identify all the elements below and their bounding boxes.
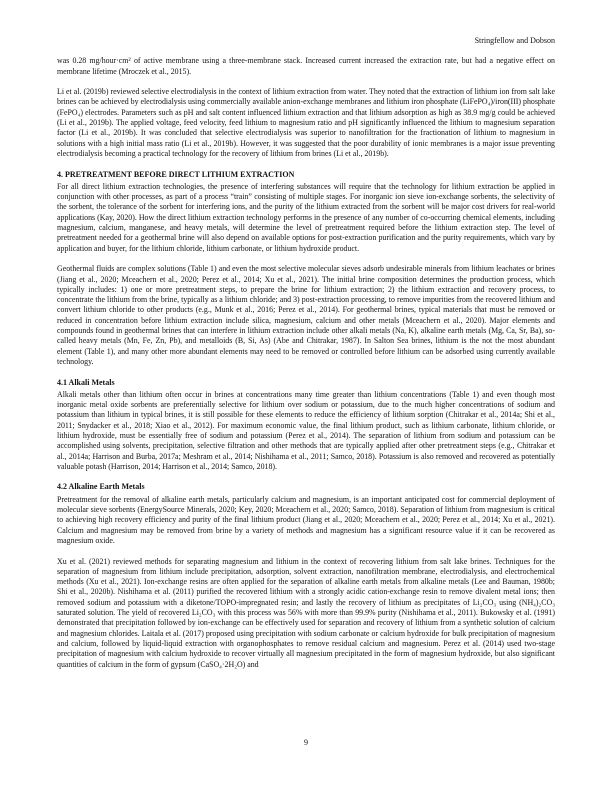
- paragraph-magnesium-separation: Xu et al. (2021) reviewed methods for separating magnesium and lithium in the context of recovering lithium from salt lake brines. Techniques for the separation of magnesium from lithium include precipitation, adsorption, solvent extraction, nanofiltration membrane, electrodialysis, and electrochemical methods (Xu et al., 2021). Ion-exchange resins are often applied for the separation of alkaline earth metals from alkaline metals (Lee and Bauman, 1980b; Shi et al., 2020b). Nishihama et al. (2011) purified the recovered lithium with a strongly acidic cation-exchange resin to remove divalent metal ions; then removed sodium and potassium with a diketone/TOPO-impregnated resin; and lastly the recovery of lithium as precipitates of Li₂CO₃ using (NH₄)₂CO₃ saturated solution. The yield of recovered Li₂CO₃ with this process was 56% with more than 99.9% purity (Nishihama et al., 2011). Bukowsky et al. (1991) demonstrated that precipitation followed by ion-exchange can be effectively used for separation and recovery of lithium from a synthetic solution of calcium and magnesium chlorides. Laitala et al. (2017) proposed using precipitation with sodium carbonate or calcium hydroxide for bulk precipitation of magnesium and calcium, followed by liquid-liquid extraction with organophosphates to remove residual calcium and magnesium. Perez et al. (2014) used two-stage precipitation of magnesium with calcium hydroxide to recover virtually all magnesium precipitated in the form of magnesium hydroxide, but also significant quantities of calcium in the form of gypsum (CaSO₄·2H₂O) and: [57, 556, 555, 669]
- section-heading-alkaline-earth-metals: 4.2 Alkaline Earth Metals: [57, 482, 145, 492]
- paragraph-selective-electrodialysis: Li et al. (2019b) reviewed selective electrodialysis in the context of lithium extraction from water. They noted that the extraction of lithium ion from salt lake brines can be achieved by electrodialysis using commercially available anion-exchange membranes and lithium iron phosphate (LiFePO₄)/iron(III) phosphate (FePO₄) electrodes. Parameters such as pH and salt content influenced lithium extraction and that lithium adsorption as high as 38.9 mg/g could be achieved (Li et al., 2019b). The applied voltage, feed velocity, feed lithium to magnesium ratio and pH significantly influenced the lithium to magnesium separation factor (Li et al., 2019b). It was concluded that selective electrodialysis was superior to nanofiltration for the fractionation of lithium to magnesium in solutions with a high initial mass ratio (Li et al., 2019b). However, it was suggested that the poor durability of ionic membranes is a major issue preventing electrodialysis becoming a practical technology for the recovery of lithium from brines (Li et al., 2019b).: [57, 87, 555, 158]
- paragraph-membrane-lifetime: was 0.28 mg/hour·cm² of active membrane using a three-membrane stack. Increased current increased the extraction rate, but had a negative effect on membrane lifetime (Mroczek et al., 2015).: [57, 56, 555, 76]
- page-number: 9: [304, 738, 308, 747]
- paragraph-alkaline-earth-pretreatment: Pretreatment for the removal of alkaline earth metals, particularly calcium and magnesium, is an important anticipated cost for commercial deployment of molecular sieve sorbents (EnergySource Minerals, 2020; Key, 2020; Mceachern et al., 2020; Samco, 2018). Separation of lithium from magnesium is critical to achieving high recovery efficiency and purity of the final lithium product (Jiang et al., 2020; Mceachern et al., 2020; Perez et al., 2014; Xu et al., 2021). Calcium and magnesium may be removed from brine by a variety of methods and magnesium has a significant resource value if it can be recovered as magnesium oxide.: [57, 494, 555, 545]
- paragraph-geothermal-fluids: Geothermal fluids are complex solutions (Table 1) and even the most selective molecular sieves adsorb undesirable minerals from lithium leachates or brines (Jiang et al., 2020; Mceachern et al., 2020; Perez et al., 2014; Xu et al., 2021). The initial brine composition determines the production process, which typically includes: 1) one or more pretreatment steps, to prepare the brine for lithium extraction; 2) the lithium extraction and recovery process, to concentrate the lithium from the brine, typically as a lithium chloride; and 3) post-extraction processing, to remove impurities from the recovered lithium and convert lithium chloride to other products (e.g., Munk et al., 2016; Perez et al., 2014). For geothermal brines, typical materials that must be removed or reduced in concentration before lithium extraction include silica, magnesium, calcium and other metals (Mceachern et al., 2020). Major elements and compounds found in geothermal brines that can interfere in lithium extraction include other alkali metals (Na, K), alkaline earth metals (Mg, Ca, Sr, Ba), so-called heavy metals (Mn, Fe, Zn, Pb), and metalloids (B, Si, As) (Abe and Chitrakar, 1987). In Salton Sea brines, lithium is the not the most abundant element (Table 1), and many other more abundant elements may need to be removed or controlled before lithium can be adsorbed using currently available technology.: [57, 264, 555, 366]
- document-page: [57, 36, 555, 680]
- running-head: Stringfellow and Dobson: [474, 36, 555, 45]
- section-heading-pretreatment: 4. PRETREATMENT BEFORE DIRECT LITHIUM EXTRACTION: [57, 169, 295, 179]
- paragraph-interfering-substances: For all direct lithium extraction technologies, the presence of interfering substances will require that the technology for lithium extraction be applied in conjunction with other processes, as part of a process “train” consisting of multiple stages. For inorganic ion sieve ion-exchange sorbents, the selectivity of the sorbent, the tolerance of the sorbent for interfering ions, and the purity of the lithium extracted from the sorbent will be major cost drivers for real-world applications (Kay, 2020). How the direct lithium extraction technology performs in the presence of any number of co-occurring chemical elements, including magnesium, calcium, manganese, and heavy metals, will determine the level of pretreatment required before the lithium extraction step. The level of pretreatment needed for a geothermal brine will also depend on available options for post-extraction purification and the purity requirements, which vary by application and buyer, for the lithium chloride, lithium carbonate, or lithium hydroxide product.: [57, 181, 555, 253]
- section-heading-alkali-metals: 4.1 Alkali Metals: [57, 377, 115, 387]
- paragraph-alkali-metals: Alkali metals other than lithium often occur in brines at concentrations many time greater than lithium concentrations (Table 1) and even though most inorganic metal oxide sorbents are preferentially selective for lithium over sodium or potassium, due to the much higher concentrations of sodium and potassium than lithium in typical brines, it is still possible for these elements to reduce the efficiency of lithium sorption (Chitrakar et al., 2014a; Shi et al., 2011; Snydacker et al., 2018; Xiao et al., 2012). For maximum economic value, the final lithium product, such as lithium carbonate, lithium chloride, or lithium hydroxide, must be essentially free of sodium and potassium (Perez et al., 2014). The separation of lithium from sodium and potassium can be accomplished using solvents, precipitation, selective filtration and other methods that are typically applied after other pretreatment steps (e.g., Chitrakar et al., 2014a; Harrison and Burba, 2017a; Meshram et al., 2014; Nishihama et al., 2011; Samco, 2018). Potassium is also removed and recovered as potentially valuable potash (Harrison, 2014; Harrison et al., 2014; Samco, 2018).: [57, 389, 555, 471]
